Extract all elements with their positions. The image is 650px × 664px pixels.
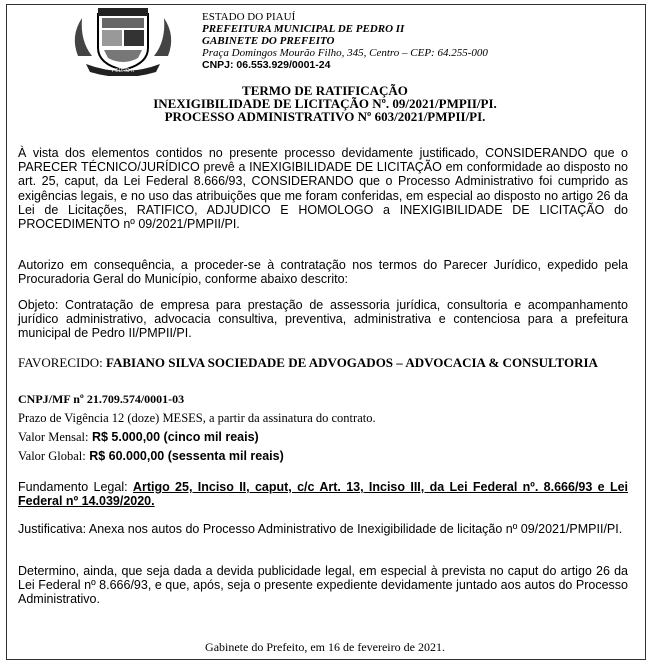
valor-mensal-value: R$ 5.000,00 (cinco mil reais): [91, 430, 259, 444]
valor-global-line: [18, 449, 628, 463]
document-title: [0, 84, 650, 123]
cnpj-line: CNPJ/MF nº 21.709.574/0001-03: [18, 392, 185, 406]
title-line-3: PROCESSO ADMINISTRATIVO Nº 603/2021/PMPII/PI.: [164, 109, 486, 124]
municipal-seal: [68, 6, 178, 76]
fundamento-label: Fundamento Legal:: [18, 480, 128, 494]
justificativa-paragraph: Justificativa: Anexa nos autos do Processo Administrativo de Inexigibilidade de licitação nº 09/2021/PMPII/PI.: [18, 522, 623, 536]
fundamento-line: [18, 480, 628, 508]
header-address: Praça Domingos Mourão Filho, 345, Centro – CEP: 64.255-000: [202, 47, 488, 59]
header-cnpj: CNPJ: 06.553.929/0001-24: [202, 59, 331, 71]
valor-global-label: Valor Global:: [18, 449, 86, 463]
favorecido-line: [18, 354, 628, 371]
gabinete-name: GABINETE DO PREFEITO: [202, 35, 335, 47]
title-line-2: INEXIGIBILIDADE DE LICITAÇÃO Nº. 09/2021/PMPII/PI.: [153, 96, 497, 111]
paragraph-ratification: À vista dos elementos contidos no presente processo devidamente justificado, CONSIDERANDO que o PARECER TÉCNICO/JURÍDICO prevê a INEXIGIBILIDADE DE LICITAÇÃO em conformidade ao disposto no art. 25, caput, da Lei Federal 8.666/93, CONSIDERANDO que o Processo Administrativo foi cumprido as exigências legais, e no uso das atribuições que me foram conferidas, em especial ao disposto no artigo 26 da Lei de Licitações, RATIFICO, ADJUDICO E HOMOLOGO a INEXIGIBILIDADE DE LICITAÇÃO do PROCEDIMENTO nº 09/2021/PMPII/PI.: [18, 146, 628, 232]
prefeitura-name: PREFEITURA MUNICIPAL DE PEDRO II: [202, 23, 405, 35]
header-block: [202, 11, 488, 71]
determino-paragraph: Determino, ainda, que seja dada a devida publicidade legal, em especial à prevista no caput do artigo 26 da Lei Federal nº 8.666/93, e que, após, seja o presente expediente devidamente juntado aos autos do Processo Administrativo.: [18, 564, 628, 607]
valor-global-value: R$ 60.000,00 (sessenta mil reais): [89, 449, 284, 463]
fundamento-value: Artigo 25, Inciso II, caput, c/c Art. 13, Inciso III, da Lei Federal nº. 8.666/93 e Lei Federal nº 14.039/2020.: [18, 480, 629, 509]
title-line-1: TERMO DE RATIFICAÇÃO: [242, 83, 408, 98]
valor-mensal-line: [18, 430, 628, 444]
valor-mensal-label: Valor Mensal:: [18, 430, 89, 444]
favorecido-value: FABIANO SILVA SOCIEDADE DE ADVOGADOS – ADVOCACIA & CONSULTORIA: [106, 355, 598, 370]
favorecido-label: FAVORECIDO:: [18, 355, 103, 370]
signature-line: Gabinete do Prefeito, em 16 de fevereiro de 2021.: [205, 640, 445, 654]
svg-text:PEDRO II: PEDRO II: [112, 68, 134, 74]
paragraph-authorization: Autorizo em consequência, a proceder-se à contratação nos termos do Parecer Jurídico, expedido pela Procuradoria Geral do Município, conforme abaixo descrito:: [18, 258, 628, 287]
paragraph-object: Objeto: Contratação de empresa para prestação de assessoria jurídica, consultoria e acompanhamento jurídico administrativo, advocacia consultiva, preventiva, administrativa e contenciosa para a prefeitura municipal de Pedro II/PMPII/PI.: [18, 298, 628, 341]
prazo-line: Prazo de Vigência 12 (doze) MESES, a partir da assinatura do contrato.: [18, 411, 376, 425]
state-name: ESTADO DO PIAUÍ: [202, 11, 296, 23]
